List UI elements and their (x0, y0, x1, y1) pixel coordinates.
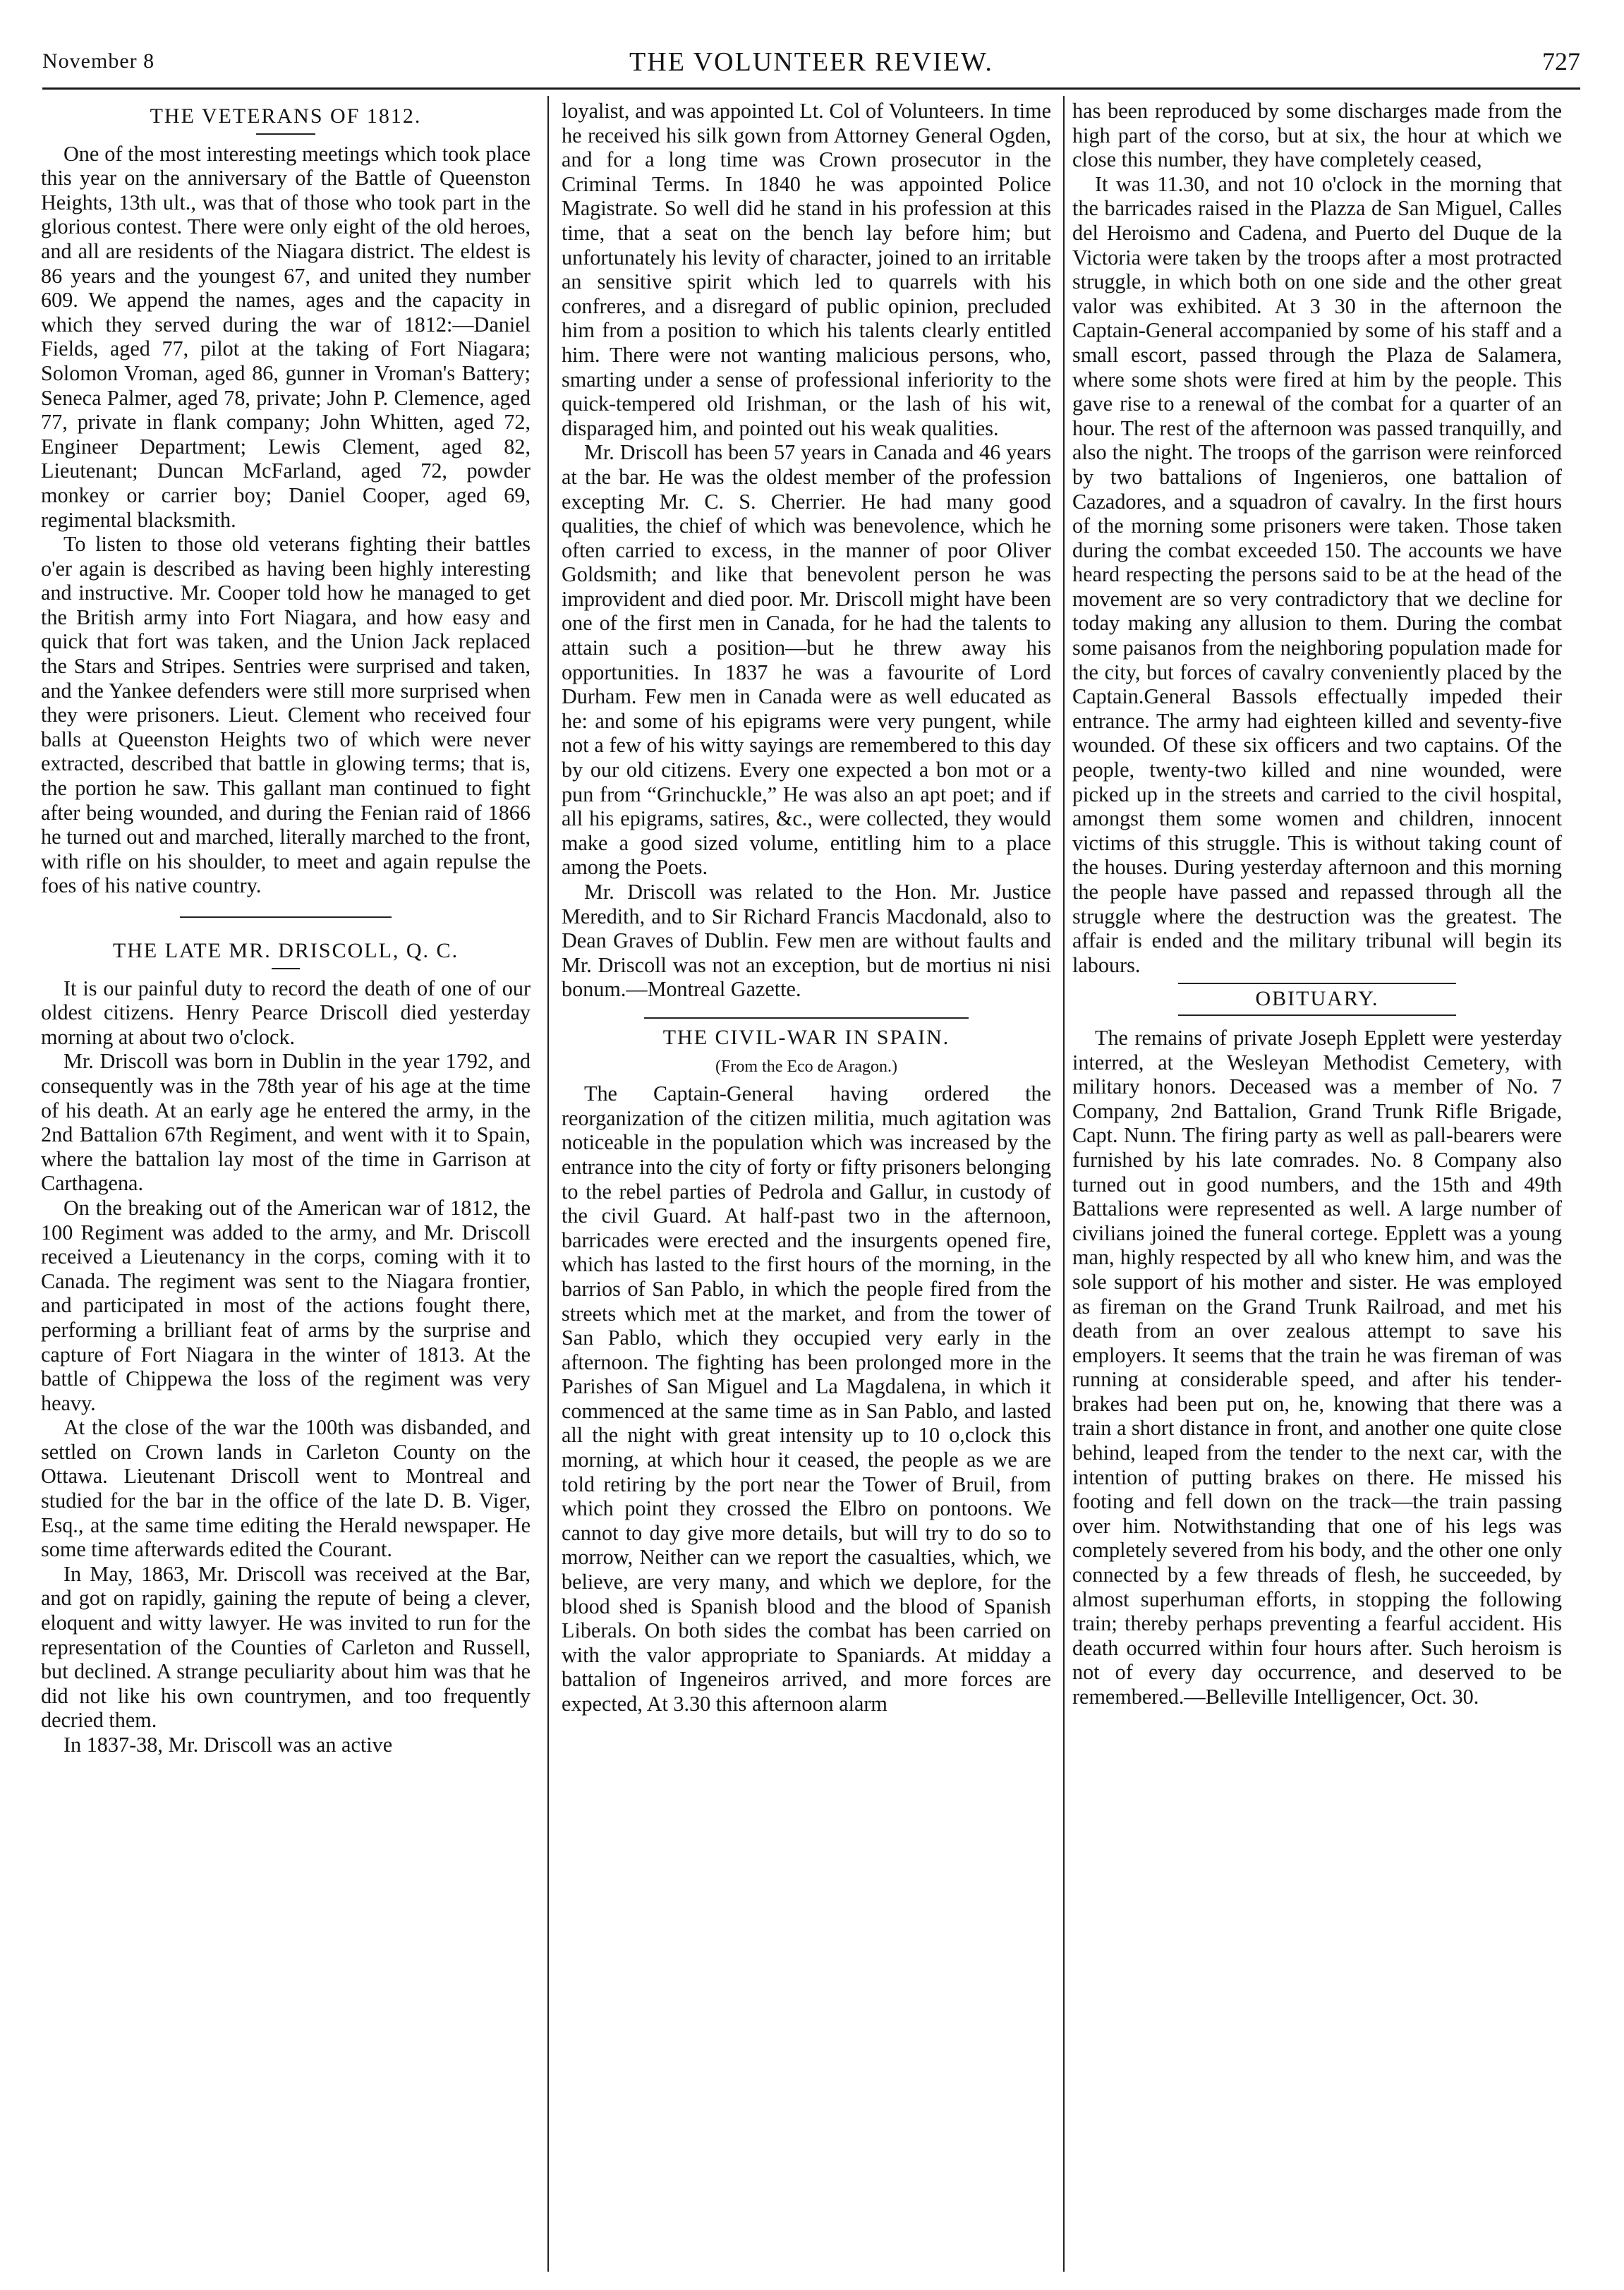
paragraph: Mr. Driscoll was born in Dublin in the year 1792, and consequently was in the 78th year of his age at the time of his death. At an early age he entered the army, in the 2nd Battalion 67th Regiment, and went with it to Spain, where the battalion lay most of the time in Garrison at Carthagena. (41, 1049, 531, 1196)
column-1 (41, 99, 531, 2272)
paragraph: Mr. Driscoll has been 57 years in Canada and 46 years at the bar. He was the oldest member of the profession excepting Mr. C. S. Cherrier. He had many good qualities, the chief of which was benevolence, which he often carried to excess, in the manner of poor Oliver Goldsmith; and like that benevolent person he was improvident and died poor. Mr. Driscoll might have been one of the first men in Canada, for he had the talents to attain such a position—but he threw away his opportunities. In 1837 he was a favourite of Lord Durham. Few men in Canada were as well educated as he: and some of his epigrams were very pungent, while not a few of his witty sayings are remembered to this day by our old citizens. Every one expected a bon mot or a pun from “Grinchuckle,” He was also an apt poet; and if all his epigrams, satires, &c., were collected, they would make a good sized volume, entitling him to a place among the Poets. (562, 440, 1051, 880)
header-rule (42, 87, 1580, 90)
obituary-heading-box (1178, 983, 1456, 1016)
paragraph: loyalist, and was appointed Lt. Col of Volunteers. In time he received his silk gown from Attorney General Ogden, and for a long time was Crown prosecutor in the Criminal Terms. In 1840 he was appointed Police Magistrate. So well did he stand in his profession at this time, that a seat on the bench lay before him; but unfortunately his levity of character, joined to an irritable an sensitive spirit which led to quarrels with his confreres, and a disregard of public opinion, precluded him from a position to which his talents clearly entitled him. There were not wanting malicious persons, who, smarting under a sense of professional inferiority to the quick-tempered old Irishman, or the lash of his wit, disparaged him, and pointed out his weak qualities. (562, 99, 1051, 440)
column-divider (547, 96, 549, 2272)
column-divider (1063, 96, 1065, 2272)
paragraph: It is our painful duty to record the death of one of our oldest citizens. Henry Pearce Driscoll died yesterday morning at about two o'clock. (41, 976, 531, 1049)
column-3 (1072, 99, 1562, 2272)
driscoll-title: THE LATE MR. DRISCOLL, Q. C. (112, 939, 459, 962)
paragraph: To listen to those old veterans fighting their battles o'er again is described as having been highly interesting and instructive. Mr. Cooper told how he managed to get the British army into Fort Niagara, and how easy and quick that fort was taken, and the Union Jack replaced the Stars and Stripes. Sentries were surprised and taken, and the Yankee defenders were still more surprised when they were prisoners. Lieut. Clement who received four balls at Queenston Heights two of which were never extracted, described that battle in glowing terms; that is, the portion he saw. This gallant man continued to fight after being wounded, and during the Fenian raid of 1866 he turned out and marched, literally marched to the front, with rifle on his shoulder, to meet and again repulse the foes of his native country. (41, 532, 531, 898)
masthead-title: THE VOLUNTEER REVIEW. (629, 47, 993, 77)
spain-title: THE CIVIL-WAR IN SPAIN. (662, 1025, 950, 1049)
paragraph: The Captain-General having ordered the reorganization of the citizen militia, much agitation was noticeable in the population which was increased by the entrance into the city of forty or fifty prisoners belonging to the rebel parties of Pedrola and Gallur, in custody of the civil Guard. At half-past two in the afternoon, barricades were erected and the insurgents opened fire, which has lasted to the first hours of the morning, in the barrios of San Pablo, in which the people fired from the streets which met at the market, and from the tower of San Pablo, which they occupied very early in the afternoon. The fighting has been prolonged more in the Parishes of San Miguel and La Magdalena, in which it commenced at the same time as in San Pablo, and lasted all the night with great intensity up to 10 o,clock this morning, at which hour it ceased, the people as we are told retiring by the port near the Tower of Bruil, from which point they crossed the Elbro on pontoons. We cannot to day give more details, but will try to do so to morrow, Neither can we report the casualties, which, we believe, are very many, and which we deplore, for the blood shed is Spanish blood and the blood of Spanish Liberals. On both sides the combat has been carried on with the valor appropriate to Spaniards. At midday a battalion of Ingeneiros arrived, and more forces are expected, At 3.30 this afternoon alarm (562, 1082, 1051, 1716)
title-rule (256, 133, 315, 135)
title-rule (272, 968, 300, 969)
page-number: 727 (1542, 47, 1580, 75)
paragraph: In 1837-38, Mr. Driscoll was an active (63, 1733, 393, 1757)
spain-source: (From the Eco de Aragon.) (715, 1057, 897, 1076)
obituary-title: OBITUARY. (1255, 987, 1379, 1011)
page-header (42, 47, 1580, 83)
issue-date: November 8 (42, 49, 155, 73)
paragraph: In May, 1863, Mr. Driscoll was received at the Bar, and got on rapidly, gaining the repute of being a clever, eloquent and witty lawyer. He was invited to run for the representation of the Counties of Carleton and Russell, but declined. A strange peculiarity about him was that he did not like his own countrymen, and too frequently decried them. (41, 1561, 531, 1733)
paragraph: has been reproduced by some discharges made from the high part of the corso, but at six, the hour at which we close this number, they have completely ceased, (1072, 99, 1562, 172)
veterans-title: THE VETERANS OF 1812. (150, 104, 422, 128)
paragraph: One of the most interesting meetings which took place this year on the anniversary of the Battle of Queenston Heights, 13th ult., was that of those who took part in the glorious contest. There were only eight of the old heroes, and all are residents of the Niagara district. The eldest is 86 years and the youngest 67, and united they number 609. We append the names, ages and the capacity in which they served during the war of 1812:—Daniel Fields, aged 77, pilot at the taking of Fort Niagara; Solomon Vroman, aged 86, gunner in Vroman's Battery; Seneca Palmer, aged 78, private; John P. Clemence, aged 77, private in flank company; John Whitten, aged 72, Engineer Department; Lewis Clement, aged 82, Lieutenant; Duncan McFarland, aged 72, powder monkey or carrier boy; Daniel Cooper, aged 69, regimental blacksmith. (41, 141, 531, 532)
paragraph: On the breaking out of the American war of 1812, the 100 Regiment was added to the army, and Mr. Driscoll received a Lieutenancy in the corps, coming with it to Canada. The regiment was sent to the Niagara frontier, and participated in most of the actions fought there, performing a brilliant feat of arms by the surprise and capture of Fort Niagara in the winter of 1813. At the battle of Chippewa the loss of the regiment was very heavy. (41, 1195, 531, 1415)
paragraph: Mr. Driscoll was related to the Hon. Mr. Justice Meredith, and to Sir Richard Francis Macdonald, also to Dean Graves of Dublin. Few men are without faults and Mr. Driscoll was not an exception, but de mortius ni nisi bonum.—Montreal Gazette. (562, 880, 1051, 1002)
paragraph: At the close of the war the 100th was disbanded, and settled on Crown lands in Carleton County on the Ottawa. Lieutenant Driscoll went to Montreal and studied for the bar in the office of the late D. B. Viger, Esq., at the same time editing the Herald newspaper. He some time afterwards edited the Courant. (41, 1415, 531, 1562)
column-2 (562, 99, 1051, 2272)
paragraph: It was 11.30, and not 10 o'clock in the morning that the barricades raised in the Plazza de San Miguel, Calles del Heroismo and Cadena, and Puerto del Duque de la Victoria were taken by the troops after a most protracted struggle, in which both on one side and the other great valor was exhibited. At 3 30 in the afternoon the Captain-General accompanied by some of his staff and a small escort, passed through the Plaza de Salamera, where some shots were fired at him by the people. This gave rise to a renewal of the combat for a quarter of an hour. The rest of the afternoon was passed tranquilly, and also the night. The troops of the garrison were reinforced by two battalions of Ingenieros, one battalion of Cazadores, and a squadron of cavalry. In the first hours of the morning some prisoners were taken. Those taken during the combat exceeded 150. The accounts we have heard respecting the persons said to be at the head of the movement are so very contradictory that we decline for today making any allusion to them. During the combat some paisanos from the neighboring population made for the city, but forces of cavalry conveniently placed by the Captain.General Bassols effectually impeded their entrance. The army had eighteen killed and seventy-five wounded. Of these six officers and two captains. Of the people, twenty-two killed and nine wounded, were picked up in the streets and carried to the civil hospital, amongst them some women and children, innocent victims of this struggle. This is without taking count of the houses. During yesterday afternoon and this morning the people have passed and repassed through all the struggle where the destruction was the greatest. The affair is ended and the military tribunal will begin its labours. (1072, 171, 1562, 977)
article-separator (180, 916, 392, 918)
paragraph: The remains of private Joseph Epplett were yesterday interred, at the Wesleyan Methodist Cemetery, with military honors. Deceased was a member of No. 7 Company, 2nd Battalion, Grand Trunk Rifle Brigade, Capt. Nunn. The firing party as well as pall-bearers were furnished by his late comrades. No. 8 Company also turned out in good numbers, and the 15th and 49th Battalions were represented as well. A large number of civilians joined the funeral cortege. Epplett was a young man, highly respected by all who knew him, and was the sole support of his mother and sister. He was employed as fireman on the Grand Trunk Railroad, and met his death from an over zealous attempt to save his employers. It seems that the train he was fireman of was running at considerable speed, and after his tender-brakes had been put on, he, knowing that there was a train a short distance in front, and another one quite close behind, leaped from the tender to the next car, with the intention of putting brakes on there. He missed his footing and fell down on the track—the train passing over him. Notwithstanding that one of his legs was completely severed from his body, and the other one only connected by a few threads of flesh, he succeeded, by almost superhuman efforts, in stopping the following train; thereby perhaps preventing a fearful accident. His death occurred within four hours after. Such heroism is not of every day occurrence, and deserved to be remembered.—Belleville Intelligencer, Oct. 30. (1072, 1025, 1562, 1709)
article-separator (644, 1017, 969, 1019)
